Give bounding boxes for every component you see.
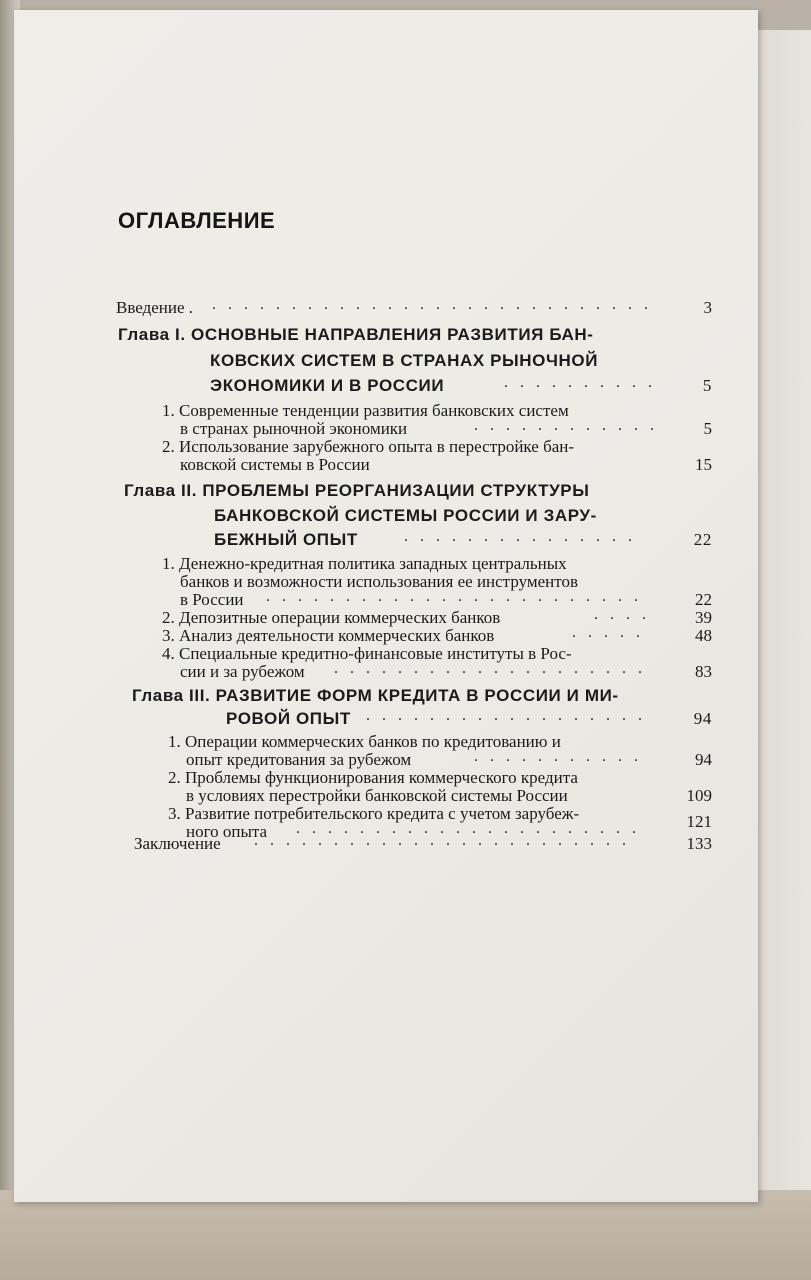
leader-dots: . . . . . . . . . . . . . . . . . . . . . . . . — [266, 588, 642, 605]
toc-entry-text: 2. Депозитные операции коммерческих банков — [162, 608, 501, 627]
toc-entry-text: 3. Анализ деятельности коммерческих банков — [162, 626, 495, 645]
toc-entry-text: ного опыта — [186, 822, 268, 841]
toc-entry-text: 3. Развитие потребительского кредита с учетом зарубеж- — [168, 804, 580, 823]
toc-page-number: 109 — [686, 786, 712, 805]
toc-page-number: 83 — [695, 662, 712, 681]
toc-entry-text: в России — [180, 590, 244, 609]
toc-chapter-2-line-1 — [14, 479, 758, 503]
leader-dots: . . . . — [594, 606, 650, 623]
toc-entry-text: 2. Использование зарубежного опыта в перестройке бан- — [162, 437, 575, 456]
toc-section-2-4-line-2 — [14, 660, 758, 684]
toc-entry-text: опыт кредитования за рубежом — [186, 750, 412, 769]
toc-page-number: 39 — [695, 608, 712, 627]
leader-dots: . . . . . . . . . . . . — [474, 417, 658, 434]
toc-entry-text: сии и за рубежом — [180, 662, 305, 681]
leader-dots: . . . . . . . . . . . . . . . . . . . . . . — [296, 820, 640, 837]
toc-entry-text: 1. Денежно-кредитная политика западных центральных — [162, 554, 567, 573]
toc-chapter-1-line-1 — [14, 323, 758, 347]
toc-entry-text: ЭКОНОМИКИ И В РОССИИ — [210, 376, 445, 395]
toc-entry-text: БАНКОВСКОЙ СИСТЕМЫ РОССИИ И ЗАРУ- — [214, 506, 597, 525]
leader-dots: . . . . . . . . . . . . . . . . . . . . . . . . — [254, 832, 630, 849]
toc-entry-text: ковской системы в России — [180, 455, 370, 474]
toc-entry-text: 1. Операции коммерческих банков по кредитованию и — [168, 732, 561, 751]
toc-entry-text: 4. Специальные кредитно-финансовые институты в Рос- — [162, 644, 572, 663]
leader-dots: . . . . . . . . . . — [504, 374, 656, 391]
toc-page-number: 3 — [703, 298, 712, 317]
leader-dots: . . . . . — [572, 624, 644, 641]
toc-chapter-2-line-3 — [14, 528, 758, 552]
toc-entry-text: в странах рыночной экономики — [180, 419, 408, 438]
toc-page-number: 121 — [686, 812, 712, 831]
table-surface — [0, 1190, 811, 1280]
toc-page-number: 94 — [693, 709, 712, 728]
toc-chapter-3-line-2 — [14, 707, 758, 731]
toc-heading: ОГЛАВЛЕНИЕ — [118, 208, 276, 233]
toc-entry-introduction — [14, 296, 758, 320]
toc-entry-text: банков и возможности использования ее инструментов — [180, 572, 579, 591]
toc-entry-text: Глава II. ПРОБЛЕМЫ РЕОРГАНИЗАЦИИ СТРУКТУРЫ — [124, 481, 590, 500]
toc-page-number: 22 — [695, 590, 712, 609]
toc-chapter-1-line-2 — [14, 349, 758, 373]
toc-entry-text: БЕЖНЫЙ ОПЫТ — [214, 530, 358, 549]
toc-section-1-2-line-2 — [14, 453, 758, 477]
toc-entry-text: Заключение — [134, 834, 221, 853]
toc-entry-conclusion — [14, 832, 758, 856]
toc-entry-text: 1. Современные тенденции развития банковских систем — [162, 401, 569, 420]
toc-page-number: 5 — [703, 419, 712, 438]
toc-entry-text: РОВОЙ ОПЫТ — [226, 709, 351, 728]
toc-entry-text: Глава III. РАЗВИТИЕ ФОРМ КРЕДИТА В РОССИИ И МИ- — [132, 686, 619, 705]
toc-page-number: 48 — [695, 626, 712, 645]
toc-page-number: 5 — [702, 376, 712, 395]
book-page — [14, 10, 758, 1202]
toc-entry-text: Введение . — [116, 298, 194, 317]
leader-dots: . . . . . . . . . . . . . . . . . . — [366, 707, 646, 724]
toc-page-number: 22 — [693, 530, 712, 549]
leader-dots: . . . . . . . . . . . . . . . — [404, 528, 636, 545]
toc-page-number: 133 — [686, 834, 712, 853]
toc-chapter-1-line-3 — [14, 374, 758, 398]
toc-entry-text: КОВСКИХ СИСТЕМ В СТРАНАХ РЫНОЧНОЙ — [210, 351, 599, 370]
leader-dots: . . . . . . . . . . . — [474, 748, 642, 765]
toc-entry-text: Глава I. ОСНОВНЫЕ НАПРАВЛЕНИЯ РАЗВИТИЯ БАН- — [118, 325, 594, 344]
leader-dots: . . . . . . . . . . . . . . . . . . . . . . . . . . . . — [212, 296, 652, 313]
toc-entry-text: 2. Проблемы функционирования коммерческого кредита — [168, 768, 578, 787]
toc-page-number: 94 — [695, 750, 712, 769]
leader-dots: . . . . . . . . . . . . . . . . . . . . — [334, 660, 646, 677]
toc-entry-text: в условиях перестройки банковской системы России — [186, 786, 568, 805]
toc-page-number: 15 — [695, 455, 712, 474]
